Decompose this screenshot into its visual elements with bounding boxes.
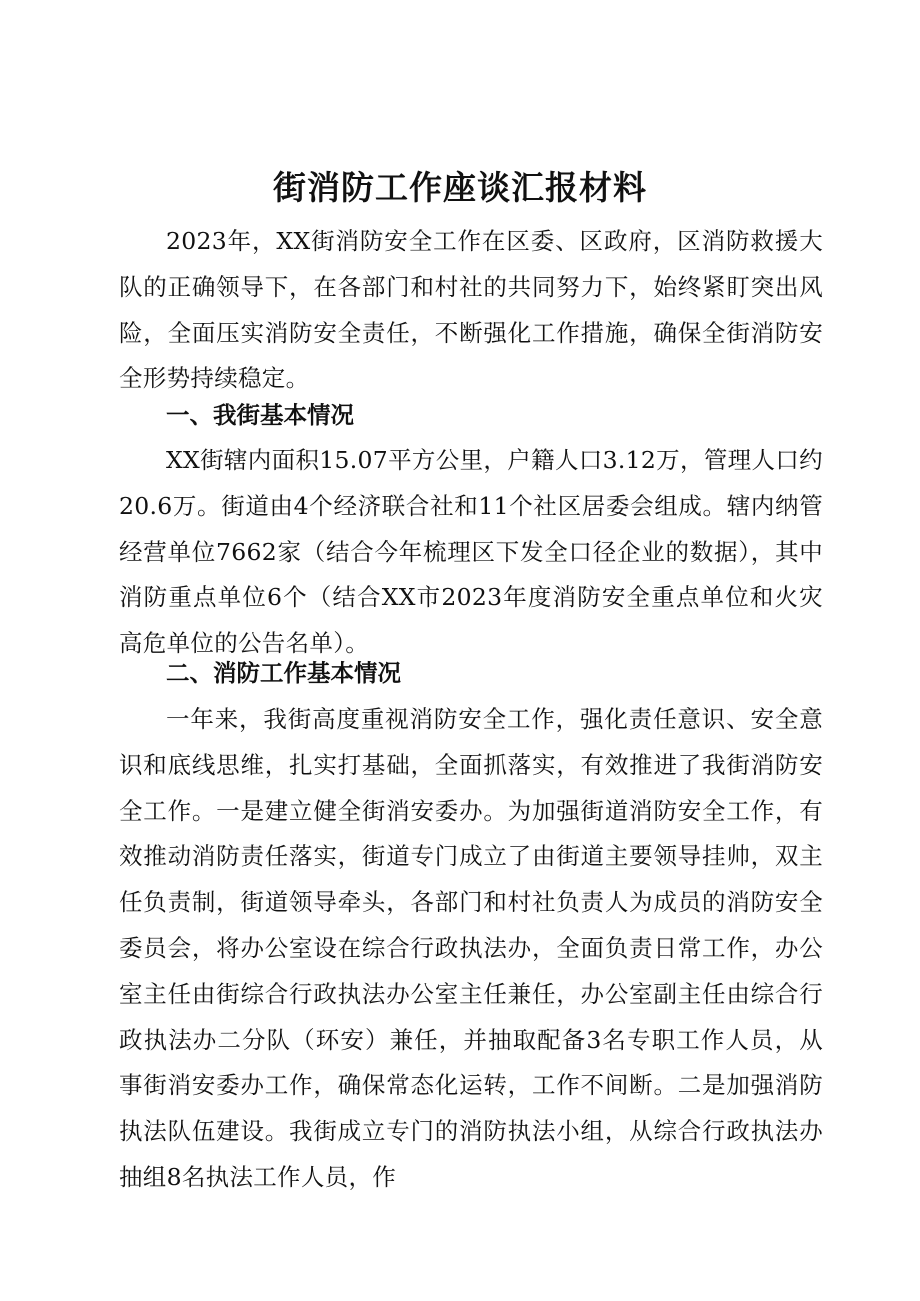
document-title: 街消防工作座谈汇报材料 (273, 168, 647, 207)
section-heading-basic-situation: 一、我街基本情况 (166, 401, 354, 429)
intro-paragraph: 2023年，XX街消防安全工作在区委、区政府，区消防救援大队的正确领导下，在各部门和村社的共同努力下，始终紧盯突出风险，全面压实消防安全责任，不断强化工作措施，确保全街消防安全形势持续稳定。 (119, 227, 823, 393)
section-heading-fire-work: 二、消防工作基本情况 (166, 659, 401, 687)
fire-work-paragraph: 一年来，我街高度重视消防安全工作，强化责任意识、安全意识和底线思维，扎实打基础，全面抓落实，有效推进了我街消防安全工作。一是建立健全街消安委办。为加强街道消防安全工作，有效推动消防责任落实，街道专门成立了由街道主要领导挂帅，双主任负责制，街道领导牵头，各部门和村社负责人为成员的消防安全委员会，将办公室设在综合行政执法办，全面负责日常工作，办公室主任由街综合行政执法办公室主任兼任，办公室副主任由综合行政执法办二分队（环安）兼任，并抽取配备3名专职工作人员，从事街消安委办工作，确保常态化运转，工作不间断。二是加强消防执法队伍建设。我街成立专门的消防执法小组，从综合行政执法办抽组8名执法工作人员，作 (119, 705, 823, 1191)
basic-situation-paragraph: XX街辖内面积15.07平方公里，户籍人口3.12万，管理人口约20.6万。街道由4个经济联合社和11个社区居委会组成。辖内纳管经营单位7662家（结合今年梳理区下发全口径企业的数据），其中消防重点单位6个（结合XX市2023年度消防安全重点单位和火灾高危单位的公告名单）。 (119, 446, 823, 658)
